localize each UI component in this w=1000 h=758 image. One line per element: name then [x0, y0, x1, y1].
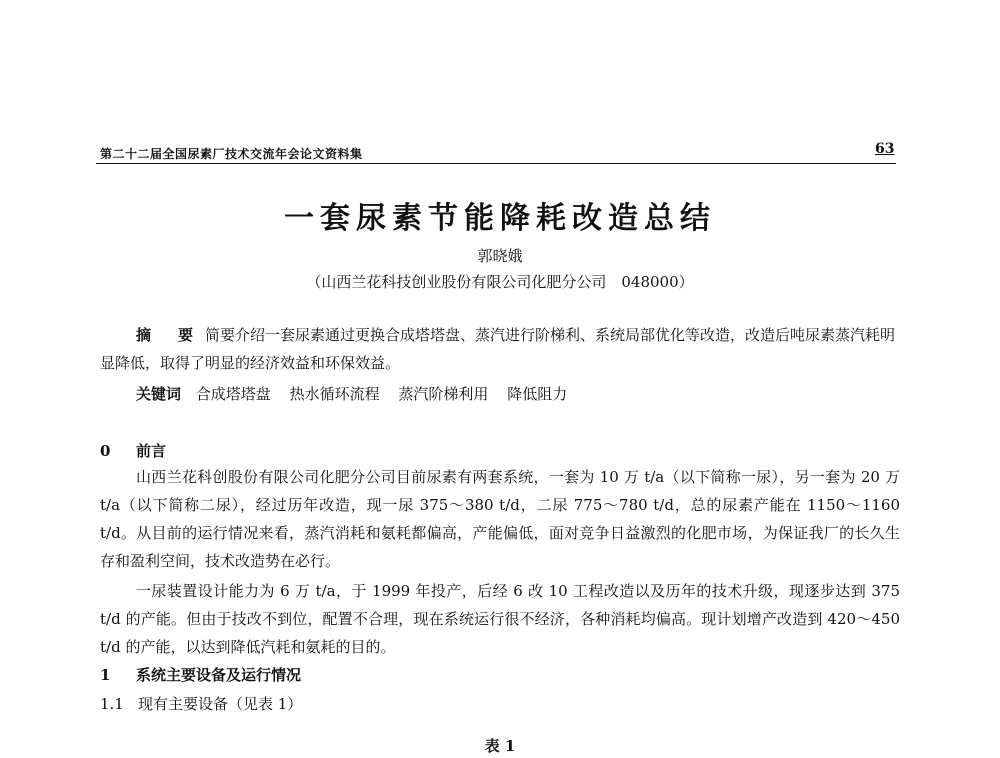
section-number: 1	[100, 666, 111, 684]
body-paragraph: 一尿装置设计能力为 6 万 t/a，于 1999 年投产，后经 6 改 10 工程改造以及历年的技术升级，现逐步达到 375 t/d 的产能。但由于技改不到位，配置不合理，现在系统运行很不经济，各种消耗均偏高。现计划增产改造到 420～450 t/d 的产能，以达到降低汽耗和氨耗的目的。	[100, 582, 900, 656]
section-heading-equipment	[100, 664, 301, 685]
section-number: 0	[100, 442, 111, 460]
keyword-item: 合成塔塔盘	[195, 385, 271, 403]
header-divider	[96, 163, 896, 164]
running-header: 第二十二届全国尿素厂技术交流年会论文资料集	[100, 147, 363, 161]
body-paragraph: 山西兰花科创股份有限公司化肥分公司目前尿素有两套系统，一套为 10 万 t/a（以下简称一尿），另一套为 20 万 t/a（以下简称二尿），经过历年改造，现一尿 375～380 t/d，二尿 775～780 t/d，总的尿素产能在 1150～1160 t/d。从目前的运行情况来看，蒸汽消耗和氨耗都偏高，产能偏低，面对竞争日益激烈的化肥市场，为保证我厂的长久生存和盈利空间，技术改造势在必行。	[100, 468, 900, 570]
keyword-item: 降低阻力	[507, 385, 568, 403]
section-title: 前言	[136, 442, 167, 460]
section-heading-introduction	[100, 440, 166, 461]
section-title: 系统主要设备及运行情况	[136, 666, 302, 684]
table-caption: 表 1	[484, 737, 516, 755]
keywords	[100, 380, 936, 408]
keyword-item: 热水循环流程	[289, 385, 380, 403]
abstract	[100, 321, 900, 377]
author-affiliation: （山西兰花科技创业股份有限公司化肥分公司 048000）	[306, 273, 694, 291]
abstract-text: 简要介绍一套尿素通过更换合成塔塔盘、蒸汽进行阶梯利、系统局部优化等改造，改造后吨尿素蒸汽耗明显降低，取得了明显的经济效益和环保效益。	[100, 326, 896, 372]
paper-title: 一套尿素节能降耗改造总结	[284, 201, 716, 236]
abstract-label: 摘 要	[136, 326, 200, 344]
author-name: 郭晓娥	[477, 247, 523, 265]
subsection-heading	[100, 693, 302, 714]
keyword-item: 蒸汽阶梯利用	[398, 385, 489, 403]
subsection-title: 现有主要设备（见表 1）	[138, 695, 303, 713]
page-number: 63	[875, 141, 895, 157]
keywords-label: 关键词	[136, 385, 182, 403]
subsection-number: 1.1	[100, 695, 124, 713]
